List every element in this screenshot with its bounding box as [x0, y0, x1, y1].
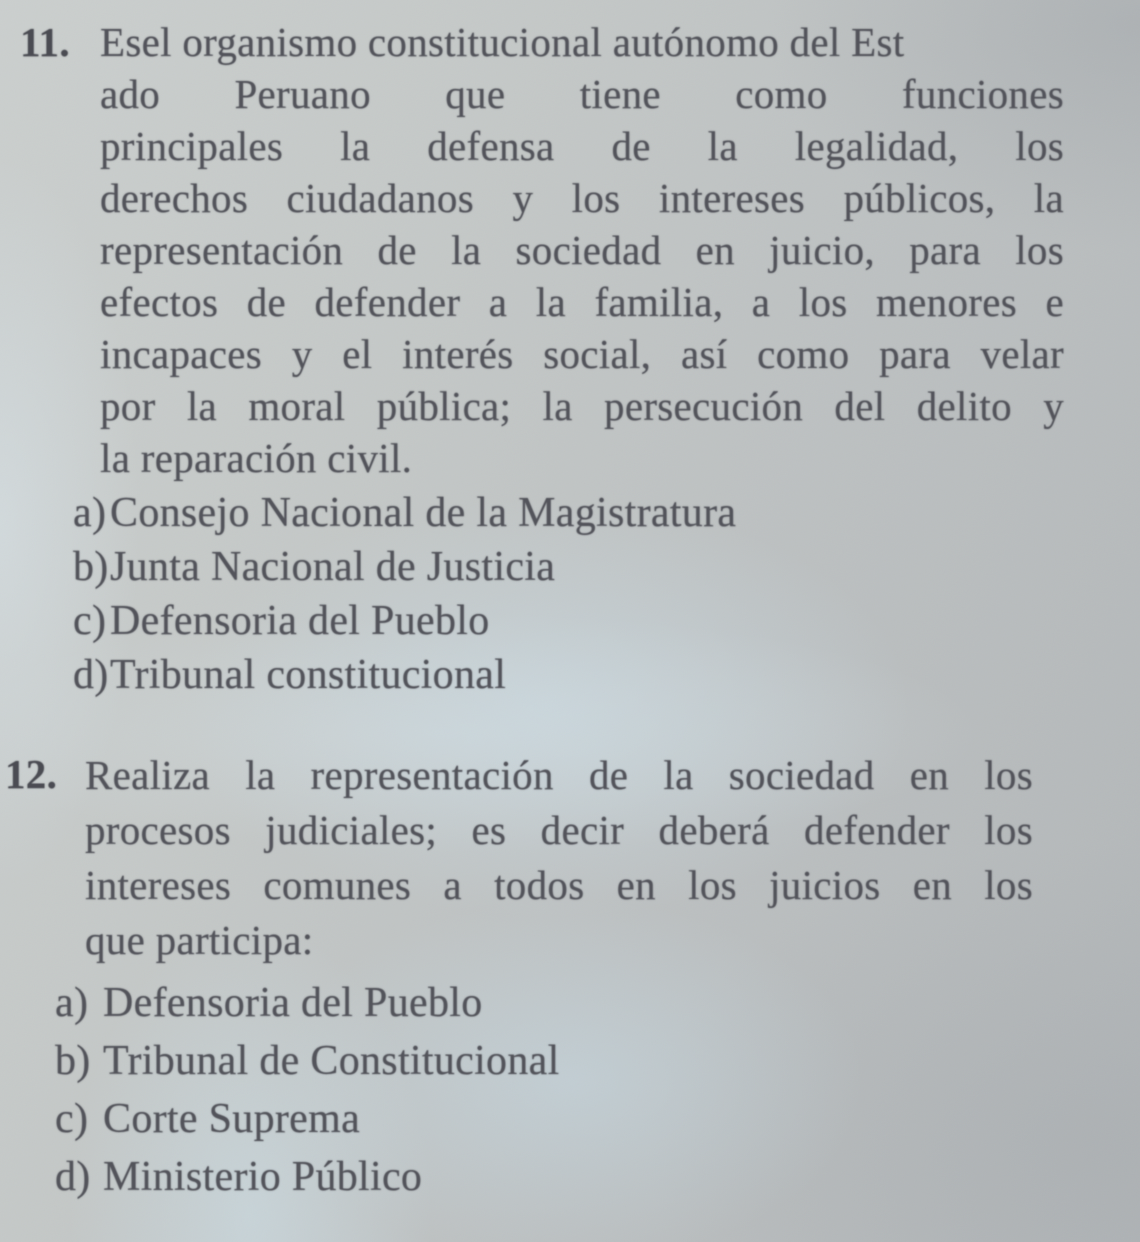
question-11-options	[73, 486, 736, 702]
question-11	[20, 16, 1064, 484]
option-letter: b)	[55, 1038, 91, 1084]
option-row-c	[55, 1090, 560, 1148]
question-11-line: principales la defensa de la legalidad, los	[100, 123, 1064, 169]
question-12	[5, 748, 1033, 968]
question-12-line: Realiza la representación de la sociedad en los	[85, 752, 1033, 798]
question-11-line: por la moral pública; la persecución del delito y	[100, 383, 1064, 429]
option-letter: c)	[73, 598, 107, 644]
question-11-line: efectos de defender a la familia, a los menores e	[100, 279, 1064, 325]
question-12-options	[55, 974, 560, 1206]
option-row-b	[73, 540, 736, 594]
option-text: Defensoria del Pueblo	[110, 598, 490, 644]
option-text: Corte Suprema	[103, 1096, 361, 1142]
option-text: Ministerio Público	[103, 1154, 423, 1200]
option-text: Junta Nacional de Justicia	[110, 544, 556, 590]
option-row-c	[73, 594, 736, 648]
option-text: Consejo Nacional de la Magistratura	[110, 490, 737, 536]
option-text: Tribunal constitucional	[110, 652, 507, 698]
question-11-line: la reparación civil.	[100, 435, 413, 481]
question-11-line: Esel organismo constitucional autónomo del Est	[100, 19, 905, 65]
question-12-line: procesos judiciales; es decir deberá defender los	[85, 807, 1033, 853]
option-row-d	[73, 648, 736, 702]
option-text: Defensoria del Pueblo	[103, 980, 483, 1026]
question-12-line: que participa:	[85, 917, 314, 963]
option-row-b	[55, 1032, 560, 1090]
option-letter: c)	[55, 1096, 89, 1142]
option-row-a	[55, 974, 560, 1032]
question-11-line: derechos ciudadanos y los intereses públicos, la	[100, 175, 1064, 221]
option-letter: a)	[55, 980, 89, 1026]
option-row-d	[55, 1148, 560, 1206]
question-11-number: 11.	[20, 19, 70, 65]
option-letter: d)	[55, 1154, 91, 1200]
question-12-line: intereses comunes a todos en los juicios en los	[85, 862, 1033, 908]
question-12-body	[85, 748, 1033, 968]
question-11-line: ado Peruano que tiene como funciones	[100, 71, 1064, 117]
option-text: Tribunal de Constitucional	[103, 1038, 560, 1084]
option-letter: b)	[73, 544, 109, 590]
option-row-a	[73, 486, 736, 540]
option-letter: d)	[73, 652, 109, 698]
question-12-number: 12.	[5, 751, 58, 797]
question-11-line: representación de la sociedad en juicio, para los	[100, 227, 1064, 273]
option-letter: a)	[73, 490, 107, 536]
question-11-body	[100, 16, 1064, 484]
question-11-line: incapaces y el interés social, así como para velar	[100, 331, 1064, 377]
